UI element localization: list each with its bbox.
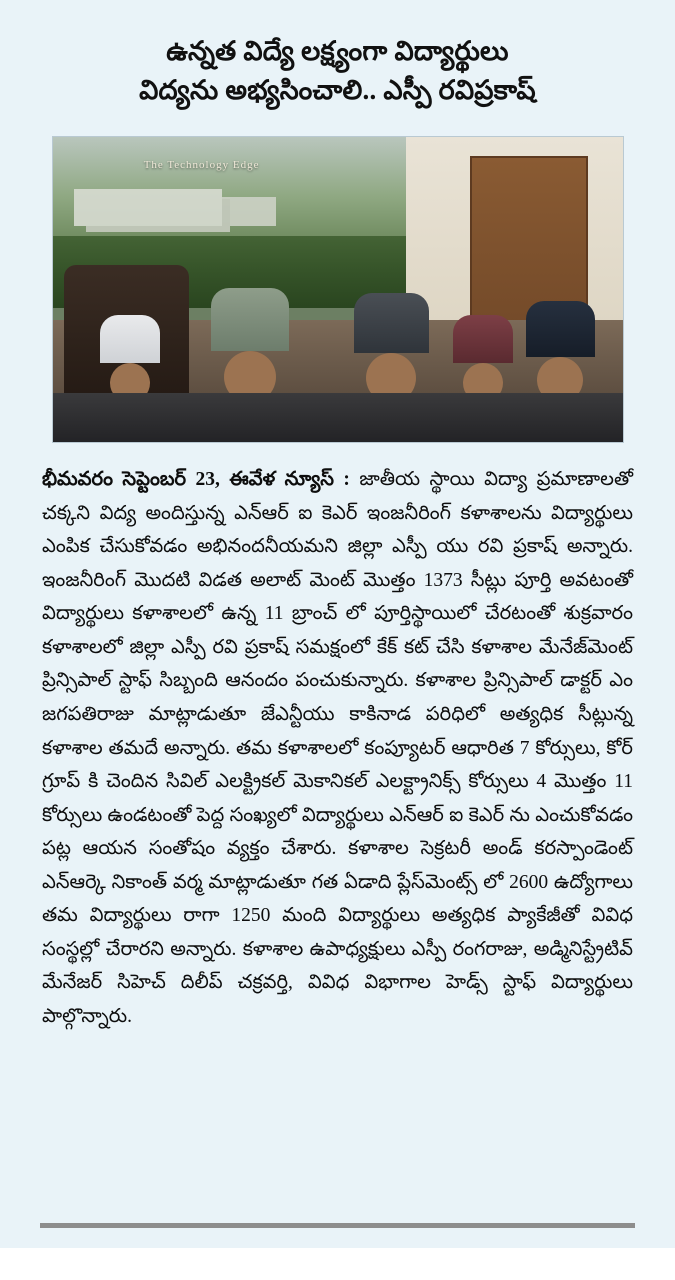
article-dateline: భీమవరం సెప్టెంబర్ 23, ఈవేళ న్యూస్ : xyxy=(42,469,350,491)
photo-backdrop-caption: The Technology Edge xyxy=(143,158,260,171)
headline-line-1: ఉన్నత విద్యే లక్ష్యంగా విద్యార్థులు xyxy=(166,36,509,66)
page-bottom-margin xyxy=(0,1248,675,1280)
footer-divider xyxy=(40,1223,635,1228)
page-title xyxy=(40,32,635,110)
headline-line-2: విద్యను అభ్యసించాలి.. ఎస్పీ రవిప్రకాష్ xyxy=(139,75,536,106)
person-body xyxy=(354,293,429,353)
photo-person-4 xyxy=(463,317,503,403)
article-body-text: జాతీయ స్థాయి విద్యా ప్రమాణాలతో చక్కని విద్య అందిస్తున్న ఎన్ఆర్ ఐ కెఎర్ ఇంజనీరింగ్ కళాశాలను విద్యార్థులు ఎంపిక చేసుకోవడం అభినందనీయమని జిల్లా ఎస్పీ యు రవి ప్రకాష్ అన్నారు. ఇంజనీరింగ్ మొదటి విడత అలాట్ మెంట్ మొత్తం 1373 సీట్లు పూర్తి అవటంతో విద్యార్థులు కళాశాలలో ఉన్న 11 బ్రాంచ్ లో పూర్తిస్థాయిలో చేరటంతో శుక్రవారం కళాశాలలో జిల్లా ఎస్పీ రవి ప్రకాష్ సమక్షంలో కేక్ కట్ చేసి కళాశాల మేనేజ్‌మెంట్ ప్రిన్సిపాల్ స్టాఫ్ సిబ్బంది ఆనందం పంచుకున్నారు. కళాశాల ప్రిన్సిపాల్ డాక్టర్ ఎం జగపతిరాజు మాట్లాడుతూ జేఎన్టీయు కాకినాడ పరిధిలో అత్యధిక సీట్లున్న కళాశాల తమదే అన్నారు. తమ కళాశాలలో కంప్యూటర్ ఆధారిత 7 కోర్సులు, కోర్ గ్రూప్ కి చెందిన సివిల్ ఎలక్ట్రికల్ మెకానికల్ ఎలక్ట్రానిక్స్ కోర్సులు 4 మొత్తం 11 కోర్సులు ఉండటంతో పెద్ద సంఖ్యలో విద్యార్థులు ఎన్ఆర్ ఐ కెఎర్ ను ఎంచుకోవడం పట్ల ఆయన సంతోషం వ్యక్తం చేశారు. కళాశాల సెక్రటరీ అండ్ కరస్పాండెంట్ ఎన్ఆర్కె నికాంత్ వర్మ మాట్లాడుతూ గత ఏడాది ప్లేస్‌మెంట్స్ లో 2600 ఉద్యోగాలు తమ విద్యార్థులు రాగా 1250 మంది విద్యార్థులు అత్యధిక ప్యాకేజీతో వివిధ సంస్థల్లో చేరారని అన్నారు. కళాశాల ఉపాధ్యక్షులు ఎస్పీ రంగరాజు, అడ్మినిస్ట్రేటివ్ మేనేజర్ సిహెచ్ దిలీప్ చక్రవర్తి, వివిధ విభాగాల హెడ్స్ స్టాఫ్ విద్యార్థులు పాల్గొన్నారు. xyxy=(42,469,633,1027)
photo-person-police-officer xyxy=(224,291,276,402)
photo-person-5 xyxy=(537,304,583,402)
photo-table xyxy=(53,393,623,442)
photo-person-3 xyxy=(366,296,416,403)
person-body xyxy=(100,315,160,363)
article-body xyxy=(42,463,633,1033)
article-photo xyxy=(52,136,624,443)
person-body xyxy=(211,288,289,350)
person-body xyxy=(526,301,595,356)
person-body xyxy=(453,315,513,363)
photo-person-1 xyxy=(110,317,150,403)
